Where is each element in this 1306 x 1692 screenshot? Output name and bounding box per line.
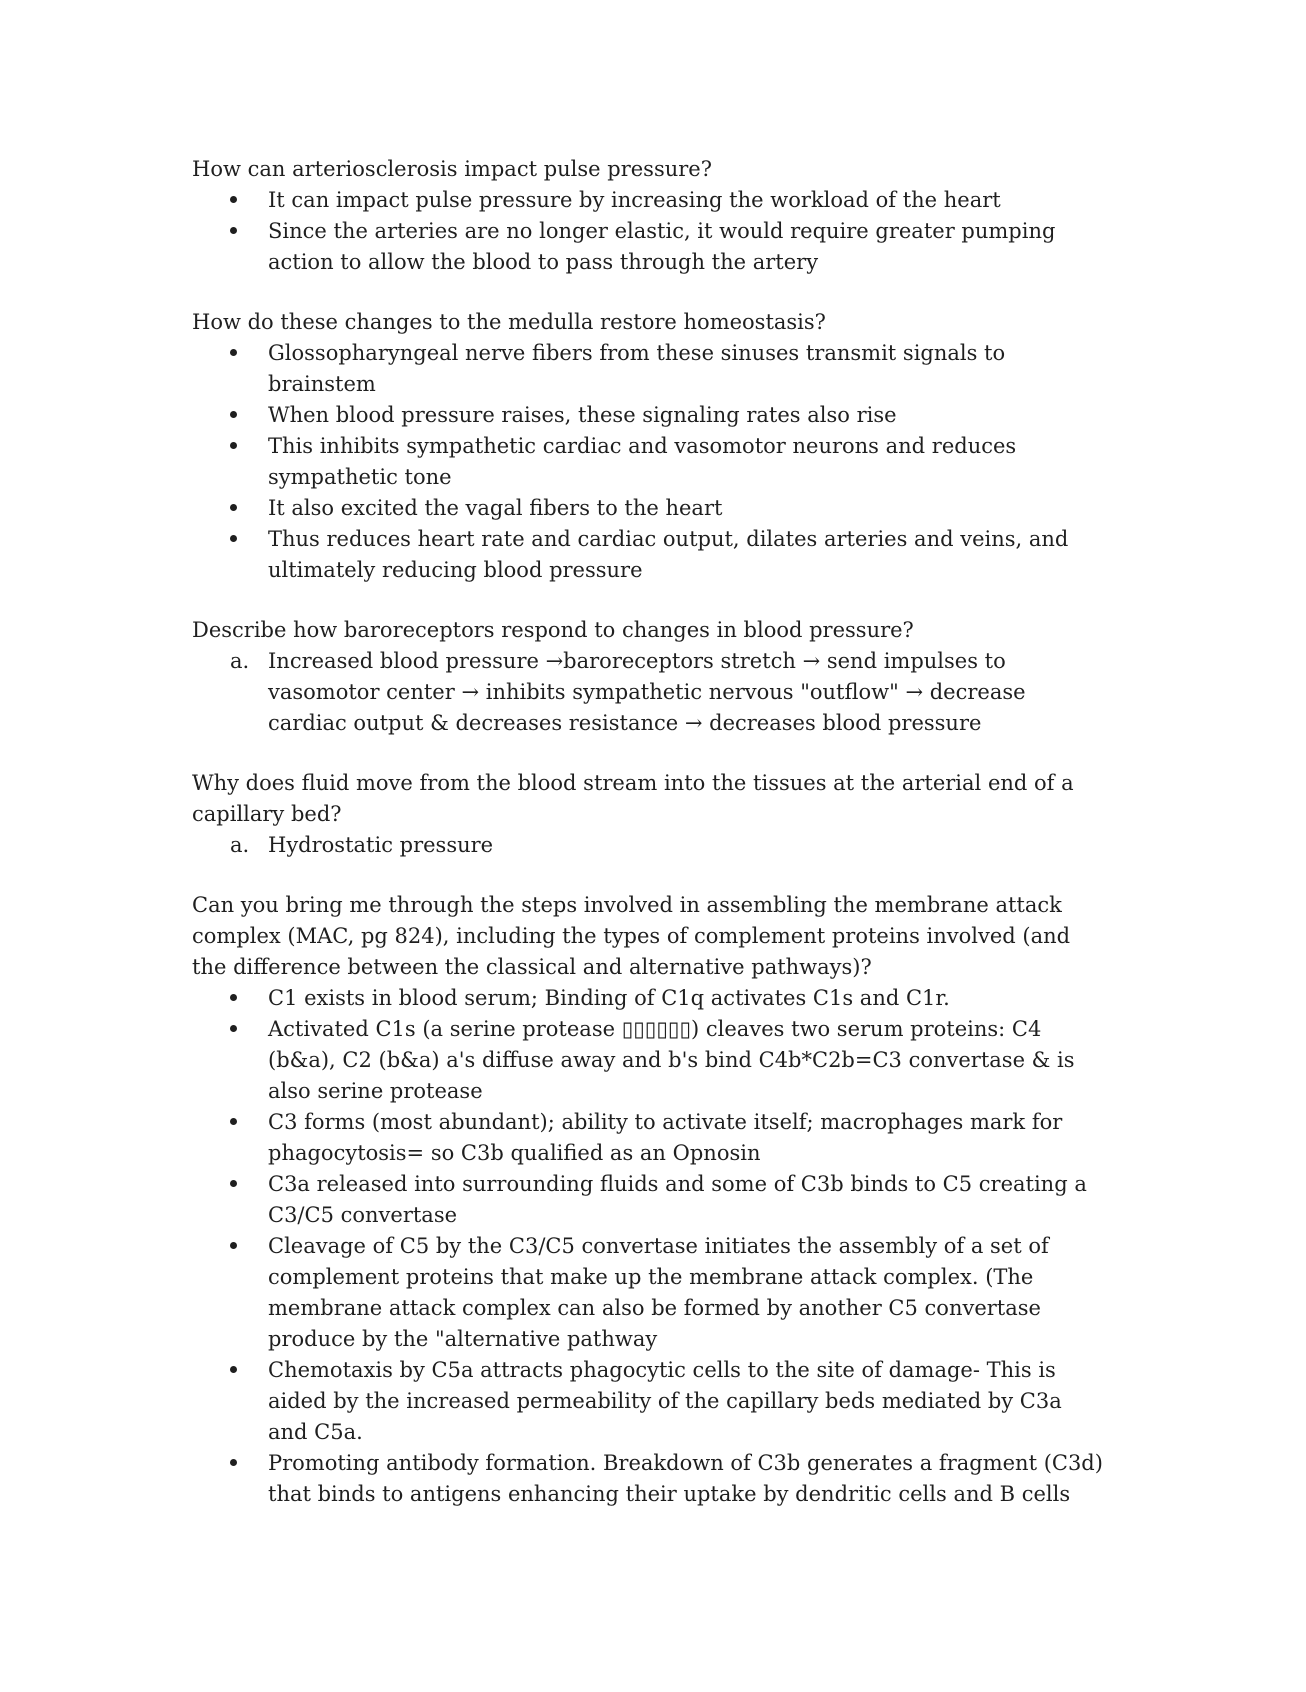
list-item-text: C3a released into surrounding fluids and some of C3b binds to C5 creating a C3/C5 convertase [268,1172,1087,1227]
bullet-icon [230,983,254,1014]
list-item [192,431,1107,493]
list-item-text: Hydrostatic pressure [268,833,494,857]
bullet-icon [230,1107,254,1138]
document-content [192,154,1107,1539]
list-item [192,338,1107,400]
list-item [192,1448,1107,1510]
list-item [192,830,1107,861]
list-item-text: Activated C1s (a serine protease ▯▯▯▯▯▯) cleaves two serum proteins: C4 (b&a), C2 (b&a) a's diffuse away and b's bind C4b*C2b=C3 convertase & is also serine protease [268,1017,1075,1103]
bullet-icon [230,185,254,216]
question-heading: How do these changes to the medulla restore homeostasis? [192,310,826,334]
list-item-text: It also excited the vagal fibers to the heart [268,496,723,520]
list-item-text: Chemotaxis by C5a attracts phagocytic cells to the site of damage- This is aided by the increased permeability of the capillary beds mediated by C3a and C5a. [268,1358,1062,1444]
bullet-icon [230,1014,254,1045]
list-item-text: It can impact pulse pressure by increasing the workload of the heart [268,188,1001,212]
list-item [192,400,1107,431]
lettered-list [192,646,1107,739]
list-item-text: Thus reduces heart rate and cardiac output, dilates arteries and veins, and ultimately reducing blood pressure [268,527,1069,582]
list-marker: a. [230,833,250,857]
list-item-text: When blood pressure raises, these signaling rates also rise [268,403,897,427]
qa-section [192,154,1107,278]
bullet-icon [230,1169,254,1200]
qa-section [192,890,1107,1510]
list-item-text: Cleavage of C5 by the C3/C5 convertase initiates the assembly of a set of complement proteins that make up the membrane attack complex. (The membrane attack complex can also be formed by another C5 convertase produce by the "alternative pathway [268,1234,1049,1351]
bullet-icon [230,1448,254,1479]
list-item-text: Glossopharyngeal nerve fibers from these sinuses transmit signals to brainstem [268,341,1006,396]
list-item [192,983,1107,1014]
list-item-text: C1 exists in blood serum; Binding of C1q activates C1s and C1r. [268,986,950,1010]
bullet-icon [230,338,254,369]
question-heading: Describe how baroreceptors respond to changes in blood pressure? [192,618,914,642]
lettered-list [192,830,1107,861]
list-item [192,524,1107,586]
qa-section [192,615,1107,739]
question-heading: Why does fluid move from the blood stream into the tissues at the arterial end of a capillary bed? [192,771,1074,826]
list-item-text: Promoting antibody formation. Breakdown of C3b generates a fragment (C3d) that binds to antigens enhancing their uptake by dendritic cells and B cells [268,1451,1103,1506]
question-heading: How can arteriosclerosis impact pulse pressure? [192,157,712,181]
bullet-icon [230,400,254,431]
list-marker: a. [230,649,250,673]
list-item-text: Since the arteries are no longer elastic, it would require greater pumping action to allow the blood to pass through the artery [268,219,1056,274]
bullet-icon [230,524,254,555]
bullet-list [192,185,1107,278]
question-heading: Can you bring me through the steps involved in assembling the membrane attack complex (MAC, pg 824), including the types of complement proteins involved (and the difference between the classical and alternative pathways)? [192,893,1071,979]
list-item [192,1107,1107,1169]
list-item [192,216,1107,278]
list-item [192,646,1107,739]
list-item-text: C3 forms (most abundant); ability to activate itself; macrophages mark for phagocytosis= so C3b qualified as an Opnosin [268,1110,1063,1165]
bullet-icon [230,1355,254,1386]
bullet-icon [230,493,254,524]
list-item [192,1355,1107,1448]
bullet-list [192,983,1107,1510]
list-item-text: Increased blood pressure →baroreceptors stretch → send impulses to vasomotor center → inhibits sympathetic nervous "outflow" → decrease cardiac output & decreases resistance → decreases blood pressure [268,649,1026,735]
bullet-icon [230,216,254,247]
bullet-list [192,338,1107,586]
list-item [192,1169,1107,1231]
list-item-text: This inhibits sympathetic cardiac and vasomotor neurons and reduces sympathetic tone [268,434,1017,489]
list-item [192,493,1107,524]
qa-section [192,307,1107,586]
list-item [192,1231,1107,1355]
list-item [192,1014,1107,1107]
bullet-icon [230,1231,254,1262]
qa-section [192,768,1107,861]
bullet-icon [230,431,254,462]
list-item [192,185,1107,216]
